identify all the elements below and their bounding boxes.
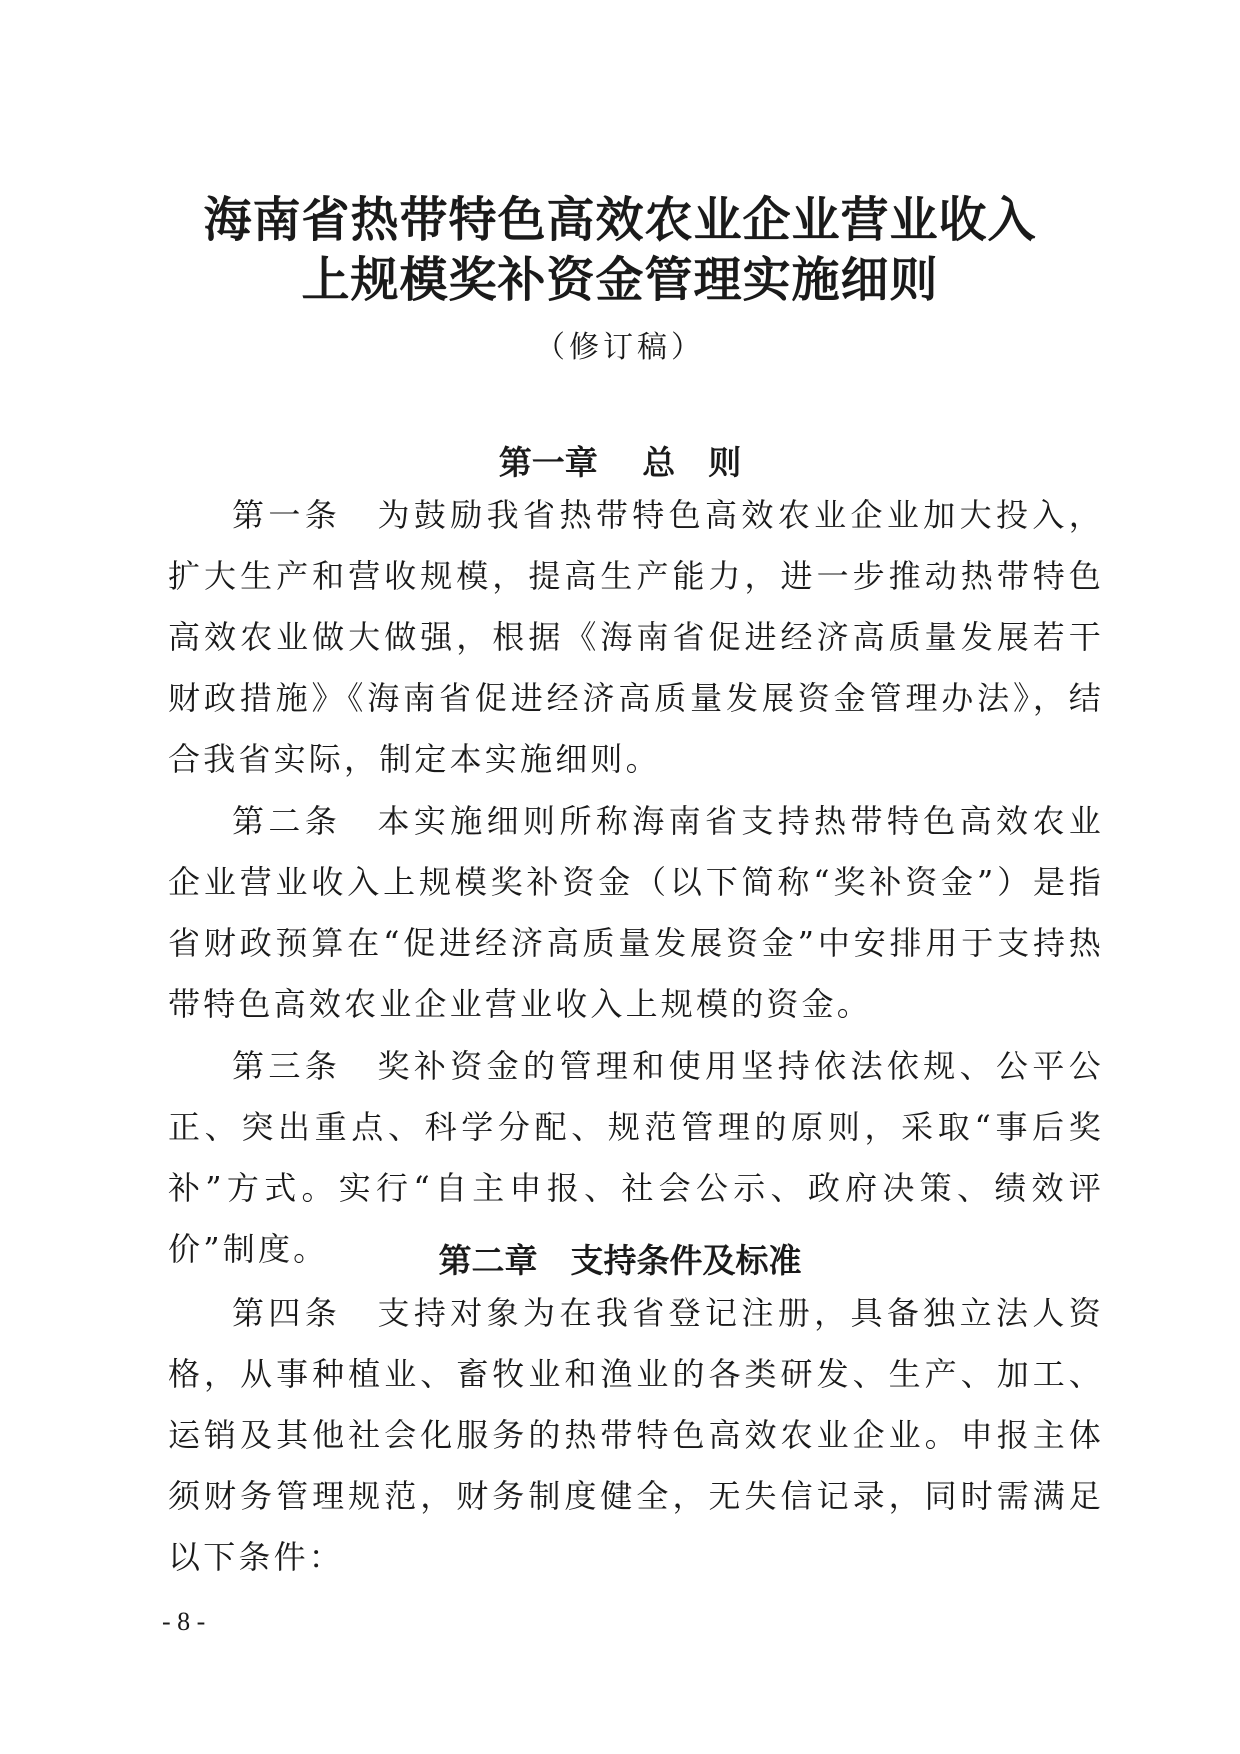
chapter-2-heading: 第二章 支持条件及标准 (438, 1241, 802, 1280)
article-3-paragraph: 第三条 奖补资金的管理和使用坚持依法依规、公平公正、突出重点、科学分配、规范管理的原则，采取“事后奖补”方式。实行“自主申报、社会公示、政府决策、绩效评价”制度。 (168, 1047, 1104, 1268)
document-title-line-1: 海南省热带特色高效农业企业营业收入 (203, 192, 1037, 248)
article-4-paragraph: 第四条 支持对象为在我省登记注册，具备独立法人资格，从事种植业、畜牧业和渔业的各类研发、生产、加工、运销及其他社会化服务的热带特色高效农业企业。申报主体须财务管理规范，财务制度健全，无失信记录，同时需满足以下条件： (168, 1294, 1104, 1576)
document-subtitle: （修订稿） (535, 330, 705, 365)
article-2-paragraph: 第二条 本实施细则所称海南省支持热带特色高效农业企业营业收入上规模奖补资金（以下简称“奖补资金”）是指省财政预算在“促进经济高质量发展资金”中安排用于支持热带特色高效农业企业营业收入上规模的资金。 (168, 802, 1104, 1023)
document-title-line-2: 上规模奖补资金管理实施细则 (301, 252, 939, 308)
article-1-paragraph: 第一条 为鼓励我省热带特色高效农业企业加大投入，扩大生产和营收规模，提高生产能力，进一步推动热带特色高效农业做大做强，根据《海南省促进经济高质量发展若干财政措施》《海南省促进经济高质量发展资金管理办法》，结合我省实际，制定本实施细则。 (168, 496, 1104, 778)
page-number: - 8 - (162, 1607, 206, 1636)
chapter-1-heading: 第一章 总 则 (498, 443, 742, 482)
